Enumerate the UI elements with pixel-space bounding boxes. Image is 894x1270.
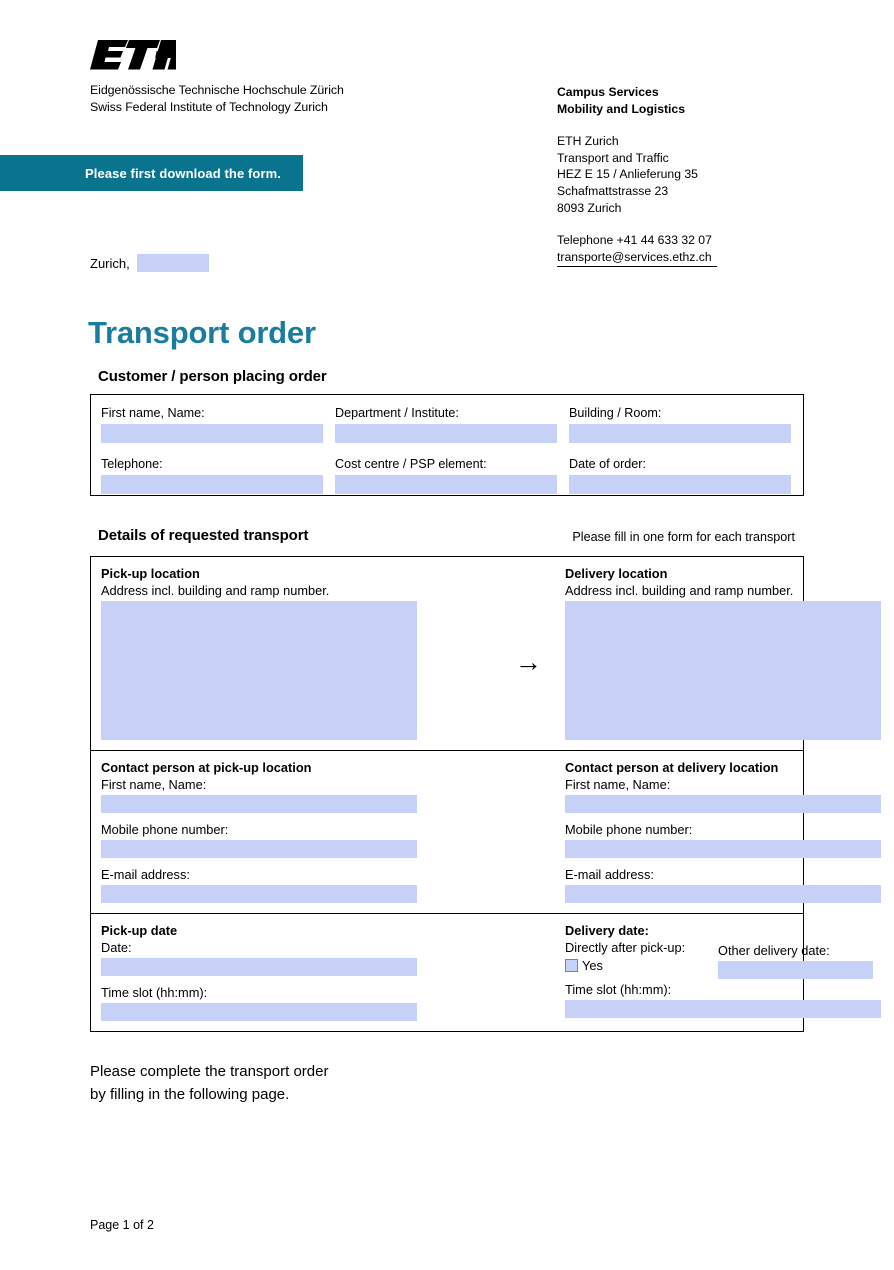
- pickup-time-slot-input[interactable]: [101, 1003, 417, 1021]
- customer-field-telephone-label: Telephone:: [101, 457, 163, 471]
- contact-spacer-2: [557, 216, 717, 232]
- details-section-note: Please fill in one form for each transport: [572, 530, 795, 544]
- contact-telephone: Telephone +41 44 633 32 07: [557, 233, 712, 248]
- contact-address-line3: 8093 Zurich: [557, 200, 622, 215]
- customer-field-first-name-label: First name, Name:: [101, 406, 205, 420]
- contact-unit-line2: Mobility and Logistics: [557, 101, 685, 116]
- delivery-time-slot-input[interactable]: [565, 1000, 881, 1018]
- customer-field-telephone: [101, 456, 335, 494]
- other-delivery-date-group: [718, 942, 883, 979]
- delivery-location-subtitle: Address incl. building and ramp number.: [565, 583, 794, 598]
- contact-unit-line1: Campus Services: [557, 85, 659, 99]
- customer-table: [90, 394, 804, 496]
- directly-after-pickup-checkbox[interactable]: [565, 959, 578, 972]
- order-date-input[interactable]: [137, 254, 209, 272]
- pickup-date-cell: [91, 914, 477, 1031]
- pickup-location-cell: [91, 557, 477, 750]
- closing-note-line2: by filling in the following page.: [90, 1086, 290, 1103]
- customer-field-cost-centre-label: Cost centre / PSP element:: [335, 457, 487, 471]
- contact-address-line2: Schafmattstrasse 23: [557, 183, 669, 198]
- directly-after-pickup-label: Directly after pick-up:: [565, 940, 686, 955]
- pickup-contact-mobile-input[interactable]: [101, 840, 417, 858]
- download-form-banner[interactable]: [0, 155, 303, 191]
- contact-dept: Transport and Traffic: [557, 150, 669, 165]
- pickup-date-input[interactable]: [101, 958, 417, 976]
- contact-email-link[interactable]: transporte@services.ethz.ch: [557, 249, 717, 268]
- customer-field-building-label: Building / Room:: [569, 406, 662, 420]
- download-form-banner-label: Please first download the form.: [85, 165, 281, 181]
- delivery-contact-mobile-input[interactable]: [565, 840, 881, 858]
- customer-field-building: [569, 405, 803, 443]
- date-row: [91, 913, 830, 1031]
- eth-wordmark: [90, 82, 344, 115]
- location-row: [91, 557, 803, 750]
- pickup-contact-email-input[interactable]: [101, 885, 417, 903]
- delivery-time-slot-label: Time slot (hh:mm):: [565, 982, 672, 997]
- delivery-location-textarea[interactable]: [565, 601, 881, 740]
- customer-field-department: [335, 405, 569, 443]
- contact-address-line1: HEZ E 15 / Anlieferung 35: [557, 167, 698, 182]
- customer-field-date-of-order-input[interactable]: [569, 475, 791, 494]
- customer-field-date-of-order-label: Date of order:: [569, 457, 647, 471]
- pickup-contact-title: Contact person at pick-up location: [101, 760, 312, 775]
- pickup-date-title: Pick-up date: [101, 923, 178, 938]
- delivery-contact-name-label: First name, Name:: [565, 777, 671, 792]
- pickup-date-label: Date:: [101, 940, 132, 955]
- pickup-contact-name-input[interactable]: [101, 795, 417, 813]
- customer-field-department-label: Department / Institute:: [335, 406, 459, 420]
- delivery-contact-email-label: E-mail address:: [565, 867, 654, 882]
- pickup-contact-cell: [91, 751, 477, 913]
- customer-fields-grid: [91, 395, 803, 494]
- delivery-date-title: Delivery date:: [565, 923, 649, 938]
- eth-wordmark-de: Eidgenössische Technische Hochschule Zürich: [90, 83, 344, 97]
- page-title: Transport order: [88, 314, 316, 350]
- directly-after-pickup-yes-label: Yes: [582, 958, 603, 973]
- delivery-location-title: Delivery location: [565, 566, 668, 581]
- customer-field-cost-centre: [335, 456, 569, 494]
- customer-section-heading: Customer / person placing order: [98, 368, 327, 385]
- customer-field-telephone-input[interactable]: [101, 475, 323, 494]
- delivery-contact-name-input[interactable]: [565, 795, 881, 813]
- customer-field-building-input[interactable]: [569, 424, 791, 443]
- eth-logo: [90, 40, 176, 72]
- delivery-contact-cell: [477, 751, 803, 913]
- pickup-time-slot-label: Time slot (hh:mm):: [101, 985, 208, 1000]
- page-footer: Page 1 of 2: [90, 1218, 154, 1232]
- contact-person-row: [91, 750, 803, 913]
- arrow-right-icon: →: [515, 647, 542, 677]
- customer-field-cost-centre-input[interactable]: [335, 475, 557, 494]
- other-delivery-date-label: Other delivery date:: [718, 943, 830, 958]
- pickup-location-subtitle: Address incl. building and ramp number.: [101, 583, 330, 598]
- customer-field-first-name-input[interactable]: [101, 424, 323, 443]
- contact-org: ETH Zurich: [557, 134, 619, 149]
- order-place-label: Zurich,: [90, 255, 130, 271]
- delivery-contact-mobile-label: Mobile phone number:: [565, 822, 693, 837]
- closing-note-line1: Please complete the transport order: [90, 1063, 329, 1080]
- customer-field-first-name: [101, 405, 335, 443]
- contact-spacer-1: [557, 117, 717, 133]
- pickup-contact-name-label: First name, Name:: [101, 777, 207, 792]
- delivery-date-cell: [477, 914, 830, 1031]
- delivery-contact-title: Contact person at delivery location: [565, 760, 779, 775]
- order-place-line: [90, 254, 209, 272]
- pickup-location-textarea[interactable]: [101, 601, 417, 740]
- transport-details-table: [90, 556, 830, 1032]
- contact-block: [557, 84, 717, 267]
- customer-field-department-input[interactable]: [335, 424, 557, 443]
- other-delivery-date-input[interactable]: [718, 961, 873, 979]
- delivery-contact-email-input[interactable]: [565, 885, 881, 903]
- customer-field-date-of-order: [569, 456, 803, 494]
- eth-wordmark-en: Swiss Federal Institute of Technology Zurich: [90, 99, 328, 114]
- pickup-contact-email-label: E-mail address:: [101, 867, 190, 882]
- pickup-location-title: Pick-up location: [101, 566, 200, 581]
- details-section-heading: Details of requested transport: [98, 527, 309, 544]
- closing-note: [90, 1060, 328, 1106]
- pickup-contact-mobile-label: Mobile phone number:: [101, 822, 229, 837]
